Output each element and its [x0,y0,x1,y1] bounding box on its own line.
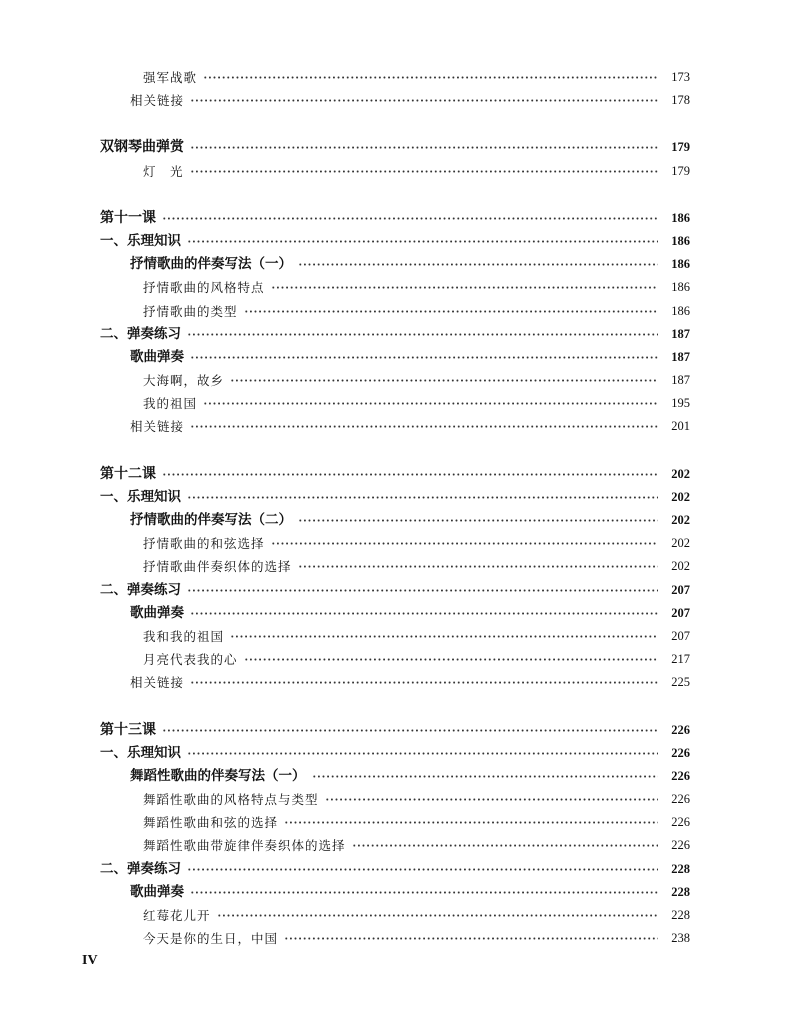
dot-leader [187,858,658,881]
toc-item-row[interactable] [0,369,790,392]
toc-entry-page: 202 [671,536,690,551]
toc-entry-page: 186 [671,257,690,272]
dot-leader [190,671,658,694]
dot-leader [244,648,658,671]
dot-leader [325,788,658,811]
dot-leader [203,66,658,89]
toc-item-row[interactable] [0,89,790,112]
toc-item-row[interactable] [0,300,790,323]
toc-item-row[interactable] [0,648,790,671]
toc-item-row[interactable] [0,788,790,811]
toc-item-row[interactable] [0,834,790,857]
toc-entry-page: 195 [671,396,690,411]
toc-entry-page: 217 [671,652,690,667]
dot-leader [187,579,658,602]
section-spacer [0,183,790,207]
toc-entry-page: 228 [671,908,690,922]
toc-section-row[interactable] [0,323,790,346]
toc-entry-title: 二、弹奏练习 [100,325,181,342]
toc-entry-page: 187 [671,349,690,364]
toc-item-row[interactable] [0,276,790,299]
section-spacer [0,112,790,136]
toc-item-row[interactable] [0,532,790,555]
toc-item-row[interactable] [0,811,790,834]
toc-entry-page: 187 [671,373,690,388]
toc-entry-title: 一、乐理知识 [100,744,181,761]
toc-entry-page: 207 [671,605,690,620]
page-number: IV [82,953,98,968]
toc-item-row[interactable] [0,555,790,578]
toc-entry-title: 抒情歌曲伴奏织体的选择 [143,559,292,575]
toc-entry-page: 226 [671,792,690,807]
dot-leader [271,532,658,555]
toc-entry-title: 舞蹈性歌曲和弦的选择 [143,815,279,831]
toc-item-row[interactable] [0,66,790,89]
toc-entry-page: 187 [671,326,690,341]
toc-entry-page: 207 [671,582,690,597]
toc-entry-title: 我和我的祖国 [143,628,225,644]
dot-leader [230,625,658,648]
toc-entry-page: 228 [671,884,690,899]
toc-entry-title: 抒情歌曲的伴奏写法（一） [130,256,292,273]
toc-entry-title: 第十一课 [100,209,156,226]
toc-chapter-row[interactable] [0,136,790,159]
dot-leader [284,811,658,834]
dot-leader [162,719,658,742]
dot-leader [190,415,658,438]
dot-leader [284,927,658,950]
toc-entry-page: 226 [671,722,690,737]
toc-entry-title: 二、弹奏练习 [100,860,181,877]
toc-entry-page: 186 [671,210,690,225]
toc-entry-title: 第十三课 [100,721,156,738]
toc-entry-page: 226 [671,838,690,853]
toc-item-row[interactable] [0,625,790,648]
dot-leader [190,346,658,369]
dot-leader [217,904,658,927]
dot-leader [271,276,658,299]
toc-entry-page: 238 [671,931,690,946]
toc-section-row[interactable] [0,579,790,602]
dot-leader [298,555,658,578]
toc-subsection-row[interactable] [0,765,790,788]
toc-section-row[interactable] [0,230,790,253]
toc-entry-page: 226 [671,768,690,783]
dot-leader [298,509,658,532]
dot-leader [203,392,658,415]
toc-entry-title: 月亮代表我的心 [143,652,238,668]
toc-entry-title: 一、乐理知识 [100,488,181,505]
toc-entry-title: 舞蹈性歌曲的伴奏写法（一） [130,767,306,784]
dot-leader [190,89,658,112]
toc-entry-title: 灯 光 [143,163,184,179]
toc-entry-title: 舞蹈性歌曲的风格特点与类型 [143,792,319,808]
toc-subsection-row[interactable] [0,881,790,904]
toc-entry-title: 今天是你的生日，中国 [143,931,279,947]
toc-subsection-row[interactable] [0,602,790,625]
dot-leader [190,881,658,904]
toc-item-row[interactable] [0,415,790,438]
toc-entry-title: 一、乐理知识 [100,232,181,249]
toc-entry-page: 179 [671,163,690,178]
dot-leader [190,160,658,183]
toc-entry-page: 228 [671,861,690,876]
dot-leader [298,253,658,276]
toc-entry-title: 歌曲弹奏 [130,604,184,621]
toc-entry-page: 202 [671,489,690,504]
toc-entry-page: 202 [671,559,690,574]
toc-subsection-row[interactable] [0,509,790,532]
toc-item-row[interactable] [0,160,790,183]
toc-section-row[interactable] [0,486,790,509]
dot-leader [187,486,658,509]
dot-leader [190,136,658,159]
toc-entry-page: 178 [671,93,690,108]
dot-leader [190,602,658,625]
dot-leader [244,300,658,323]
dot-leader [312,765,659,788]
dot-leader [187,230,658,253]
toc-entry-page: 186 [671,280,690,295]
toc-entry-page: 173 [671,70,690,84]
dot-leader [230,369,658,392]
dot-leader [162,463,658,486]
toc-entry-title: 我的祖国 [143,396,198,412]
toc-item-row[interactable] [0,927,790,950]
toc-entry-page: 207 [671,628,690,643]
toc-entry-title: 抒情歌曲的伴奏写法（二） [130,512,292,528]
dot-leader [162,207,658,230]
toc-item-row[interactable] [0,671,790,694]
toc-entry-title: 第十二课 [100,465,156,482]
toc-entry-title: 抒情歌曲的类型 [143,303,238,319]
toc-entry-title: 抒情歌曲的和弦选择 [143,536,265,552]
toc-chapter-row[interactable] [0,719,790,742]
section-spacer [0,695,790,719]
toc-entry-page: 225 [671,675,690,690]
section-spacer [0,439,790,463]
toc-entry-page: 202 [671,466,690,481]
toc-chapter-row[interactable] [0,463,790,486]
toc-entry-page: 186 [671,233,690,248]
toc-entry-page: 226 [671,745,690,760]
toc-subsection-row[interactable] [0,346,790,369]
toc-entry-title: 抒情歌曲的风格特点 [143,280,265,296]
toc-section-row[interactable] [0,858,790,881]
toc-entry-page: 202 [671,513,690,527]
dot-leader [187,323,658,346]
toc-item-row[interactable] [0,392,790,415]
toc-item-row[interactable] [0,904,790,927]
toc-entry-title: 强军战歌 [143,70,198,85]
toc-entry-page: 179 [671,140,690,155]
toc-entry-title: 歌曲弹奏 [130,348,184,365]
table-of-contents [0,66,790,950]
toc-section-row[interactable] [0,742,790,765]
toc-subsection-row[interactable] [0,253,790,276]
toc-entry-title: 相关链接 [130,675,185,691]
toc-chapter-row[interactable] [0,207,790,230]
toc-entry-title: 二、弹奏练习 [100,581,181,598]
toc-entry-title: 红莓花儿开 [143,908,211,923]
dot-leader [352,834,658,857]
toc-entry-title: 相关链接 [130,419,185,435]
toc-entry-page: 201 [671,419,690,434]
toc-entry-title: 相关链接 [130,93,185,109]
dot-leader [187,742,658,765]
toc-entry-title: 歌曲弹奏 [130,883,184,900]
toc-entry-page: 226 [671,815,690,830]
toc-entry-title: 舞蹈性歌曲带旋律伴奏织体的选择 [143,838,346,854]
toc-entry-page: 186 [671,303,690,318]
toc-entry-title: 大海啊，故乡 [143,373,225,389]
toc-entry-title: 双钢琴曲弹赏 [100,139,184,156]
